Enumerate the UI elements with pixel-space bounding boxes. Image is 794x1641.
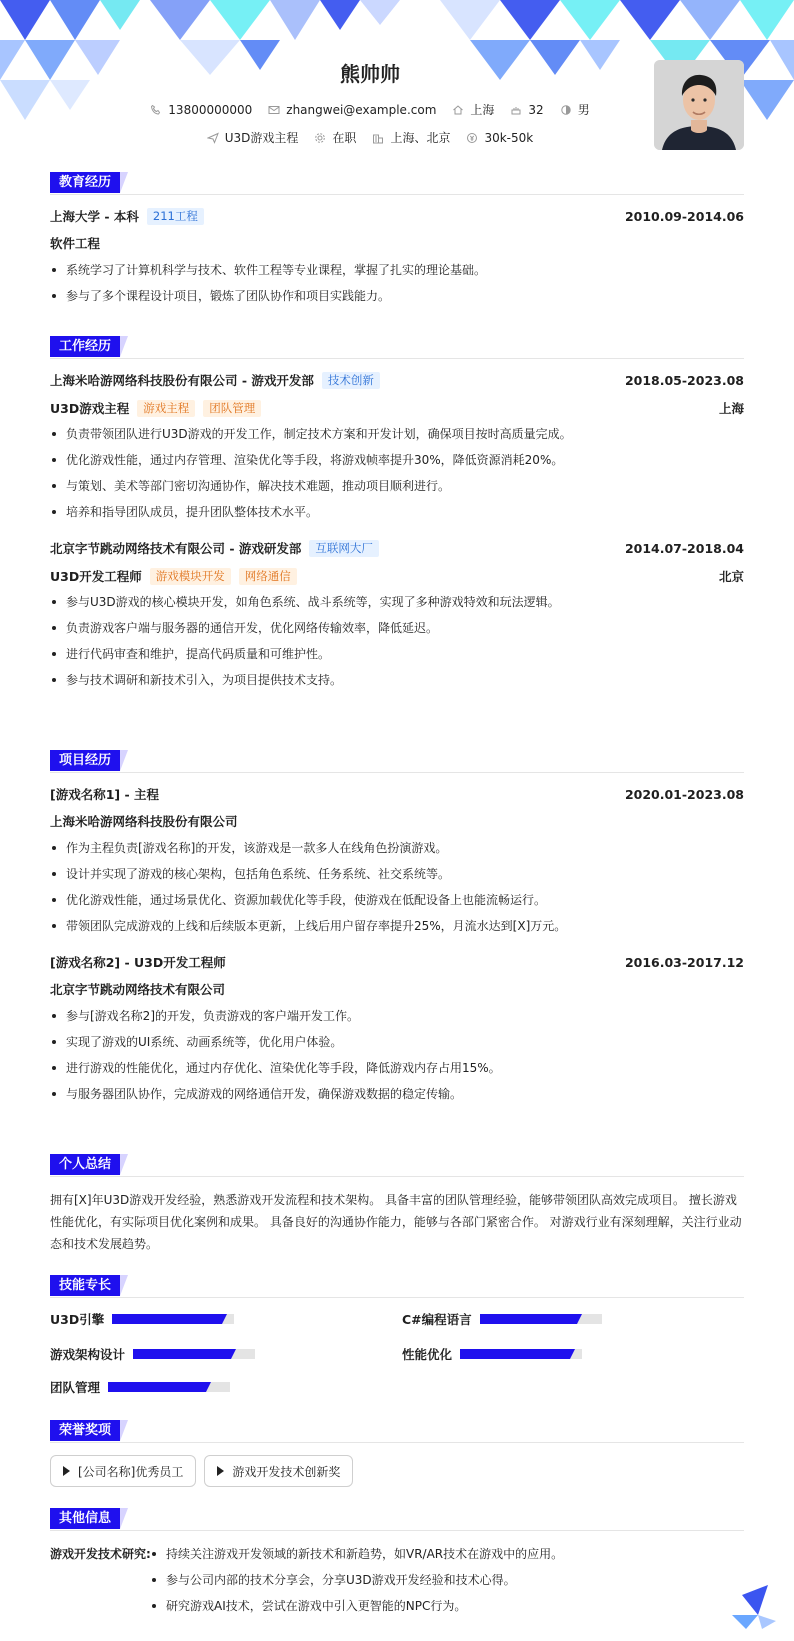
projects-header	[50, 750, 744, 773]
awards-list	[50, 1455, 744, 1487]
city-text: 上海	[470, 103, 495, 117]
work-date: 2014.07-2018.04	[624, 540, 744, 556]
list-item: 参与[游戏名称2]的开发，负责游戏的客户端开发工作。	[50, 1005, 744, 1031]
phone-text: 13800000000	[168, 102, 253, 117]
list-item: 培养和指导团队成员，提升团队整体技术水平。	[50, 501, 744, 527]
skill-bar	[133, 1349, 255, 1359]
other-label: 游戏开发技术研究:	[50, 1547, 151, 1561]
projects-title: 项目经历	[50, 750, 120, 771]
summary-header	[50, 1154, 744, 1177]
list-item: 与服务器团队协作，完成游戏的网络通信开发，确保游戏数据的稳定传输。	[50, 1083, 744, 1109]
skill-bar	[108, 1382, 230, 1392]
list-item: 持续关注游戏开发领域的新技术和新趋势，如VR/AR技术在游戏中的应用。	[150, 1543, 726, 1569]
list-item: 负责游戏客户端与服务器的通信开发，优化网络传输效率，降低延迟。	[50, 617, 744, 643]
role-name: U3D开发工程师	[50, 569, 142, 584]
list-item: 研究游戏AI技术，尝试在游戏中引入更智能的NPC行为。	[150, 1595, 726, 1621]
play-icon	[217, 1466, 224, 1476]
job-row	[50, 129, 690, 146]
gear-icon	[314, 132, 326, 144]
work-entry-2	[50, 539, 744, 695]
summary-section	[50, 1154, 744, 1255]
summary-text	[50, 1189, 744, 1255]
award-text: 游戏开发技术创新奖	[232, 1464, 341, 1479]
status-text: 在职	[332, 131, 357, 145]
award-chip	[204, 1455, 353, 1487]
award-text: [公司名称]优秀员工	[78, 1464, 184, 1479]
major: 软件工程	[50, 236, 101, 251]
list-item: 参与U3D游戏的核心模块开发，如角色系统、战斗系统等，实现了多种游戏特效和玩法逻辑。	[50, 591, 744, 617]
award-chip	[50, 1455, 196, 1487]
other-section	[50, 1508, 744, 1613]
email-text: zhangwei@example.com	[286, 102, 437, 117]
job-title-text: U3D游戏主程	[224, 131, 299, 145]
gender-icon	[560, 104, 572, 116]
skill-name: 性能优化	[402, 1347, 453, 1362]
list-item: 与策划、美术等部门密切沟通协作，解决技术难题，推动项目顺利进行。	[50, 475, 744, 501]
cake-icon	[510, 104, 522, 116]
skill-bar	[112, 1314, 234, 1324]
coin-icon	[466, 132, 478, 144]
skill-bar	[460, 1349, 582, 1359]
skill-item	[402, 1345, 582, 1363]
avatar-image	[654, 60, 744, 150]
education-section	[50, 172, 744, 311]
target-city-item	[372, 129, 450, 146]
city-item	[452, 101, 494, 118]
list-item: 系统学习了计算机科学与技术、软件工程等专业课程，掌握了扎实的理论基础。	[50, 259, 744, 285]
skill-item	[50, 1310, 234, 1328]
age-text: 32	[528, 102, 544, 117]
project-title: [游戏名称2] - U3D开发工程师	[50, 955, 226, 970]
target-city-text: 上海、北京	[390, 131, 451, 145]
list-item: 带领团队完成游戏的上线和后续版本更新，上线后用户留存率提升25%，月流水达到[X]万元。	[50, 915, 744, 941]
phone-icon	[150, 104, 162, 116]
skill-bar-fill	[108, 1382, 206, 1392]
skills-header	[50, 1275, 744, 1298]
list-item: 作为主程负责[游戏名称]的开发，该游戏是一款多人在线角色扮演游戏。	[50, 837, 744, 863]
summary-title: 个人总结	[50, 1154, 120, 1175]
project-title: [游戏名称1] - 主程	[50, 787, 160, 802]
list-item: 参与公司内部的技术分享会，分享U3D游戏开发经验和技术心得。	[150, 1569, 726, 1595]
education-bullets	[50, 259, 744, 311]
project-entry-2	[50, 953, 744, 1109]
project-date: 2016.03-2017.12	[624, 954, 744, 970]
skill-bar	[480, 1314, 602, 1324]
list-item: 进行代码审查和维护，提高代码质量和可维护性。	[50, 643, 744, 669]
work-title: 工作经历	[50, 336, 120, 357]
skills-title: 技能专长	[50, 1275, 120, 1296]
skill-item	[50, 1345, 255, 1363]
project-entry-1	[50, 785, 744, 941]
skill-item	[50, 1378, 230, 1396]
education-row	[50, 207, 744, 225]
projects-section	[50, 750, 744, 1109]
corner-decoration	[732, 1585, 776, 1629]
send-icon	[207, 132, 219, 144]
skill-item	[402, 1310, 602, 1328]
awards-header	[50, 1420, 744, 1443]
education-title: 教育经历	[50, 172, 120, 193]
work-location: 上海	[718, 401, 744, 416]
role-tag: 游戏模块开发	[150, 568, 231, 585]
work-date: 2018.05-2023.08	[624, 372, 744, 388]
other-title: 其他信息	[50, 1508, 120, 1529]
skills-section	[50, 1275, 744, 1410]
skill-bar-fill	[480, 1314, 578, 1324]
status-item	[314, 129, 356, 146]
list-item: 实现了游戏的UI系统、动画系统等，优化用户体验。	[50, 1031, 744, 1057]
skill-bar-fill	[133, 1349, 231, 1359]
gender-text: 男	[577, 103, 590, 117]
list-item: 优化游戏性能，通过内存管理、渲染优化等手段，将游戏帧率提升30%，降低资源消耗20%。	[50, 449, 744, 475]
avatar	[654, 60, 744, 150]
role-tag: 网络通信	[239, 568, 297, 585]
skill-name: 团队管理	[50, 1380, 101, 1395]
candidate-name: 熊帅帅	[340, 62, 400, 86]
list-item: 参与技术调研和新技术引入，为项目提供技术支持。	[50, 669, 744, 695]
work-header	[50, 336, 744, 359]
skill-bar-fill	[112, 1314, 222, 1324]
education-date: 2010.09-2014.06	[624, 208, 744, 224]
role-name: U3D游戏主程	[50, 401, 130, 416]
building-icon	[372, 132, 384, 144]
role-tag: 游戏主程	[137, 400, 195, 417]
skill-name: 游戏架构设计	[50, 1347, 126, 1362]
awards-title: 荣誉奖项	[50, 1420, 120, 1441]
phone-item	[150, 101, 252, 118]
skills-list	[50, 1310, 744, 1410]
mail-icon	[268, 104, 280, 116]
company-name: 上海米哈游网络科技股份有限公司 - 游戏开发部	[50, 373, 314, 388]
school-tag: 211工程	[147, 208, 204, 225]
role-tag: 团队管理	[203, 400, 261, 417]
list-item: 优化游戏性能，通过场景优化、资源加载优化等手段，使游戏在低配设备上也能流畅运行。	[50, 889, 744, 915]
awards-section	[50, 1420, 744, 1487]
project-company: 上海米哈游网络科技股份有限公司	[50, 814, 238, 829]
school-name: 上海大学 - 本科	[50, 209, 139, 224]
work-entry-1	[50, 371, 744, 527]
skill-name: C#编程语言	[402, 1312, 472, 1327]
summary-line: 态和技术发展趋势。	[50, 1237, 159, 1251]
list-item: 设计并实现了游戏的核心架构，包括角色系统、任务系统、社交系统等。	[50, 863, 744, 889]
summary-line: 性能优化，有实际项目优化案例和成果。 具备良好的沟通协作能力，能够与各部门紧密合作。 对游戏行业有深刻理解，关注行业动	[50, 1215, 742, 1229]
skill-bar-fill	[460, 1349, 570, 1359]
home-icon	[452, 104, 464, 116]
other-header	[50, 1508, 744, 1531]
company-tag: 技术创新	[322, 372, 380, 389]
salary-item	[466, 129, 533, 146]
company-tag: 互联网大厂	[309, 540, 379, 557]
skill-name: U3D引擎	[50, 1312, 105, 1327]
project-company: 北京字节跳动网络技术有限公司	[50, 982, 226, 997]
project-date: 2020.01-2023.08	[624, 786, 744, 802]
work-location: 北京	[718, 569, 744, 584]
list-item: 负责带领团队进行U3D游戏的开发工作，制定技术方案和开发计划，确保项目按时高质量完成。	[50, 423, 744, 449]
company-name: 北京字节跳动网络技术有限公司 - 游戏研发部	[50, 541, 302, 556]
job-title-item	[207, 129, 299, 146]
contact-row	[50, 101, 690, 118]
summary-line: 拥有[X]年U3D游戏开发经验，熟悉游戏开发流程和技术架构。 具备丰富的团队管理经验，能够带领团队高效完成项目。 擅长游戏	[50, 1193, 737, 1207]
play-icon	[63, 1466, 70, 1476]
list-item: 参与了多个课程设计项目，锻炼了团队协作和项目实践能力。	[50, 285, 744, 311]
email-item	[268, 101, 436, 118]
list-item: 进行游戏的性能优化，通过内存优化、渲染优化等手段，降低游戏内存占用15%。	[50, 1057, 744, 1083]
education-header	[50, 172, 744, 195]
gender-item	[560, 101, 590, 118]
age-item	[510, 101, 543, 118]
salary-text: 30k-50k	[484, 130, 534, 145]
work-section	[50, 336, 744, 695]
